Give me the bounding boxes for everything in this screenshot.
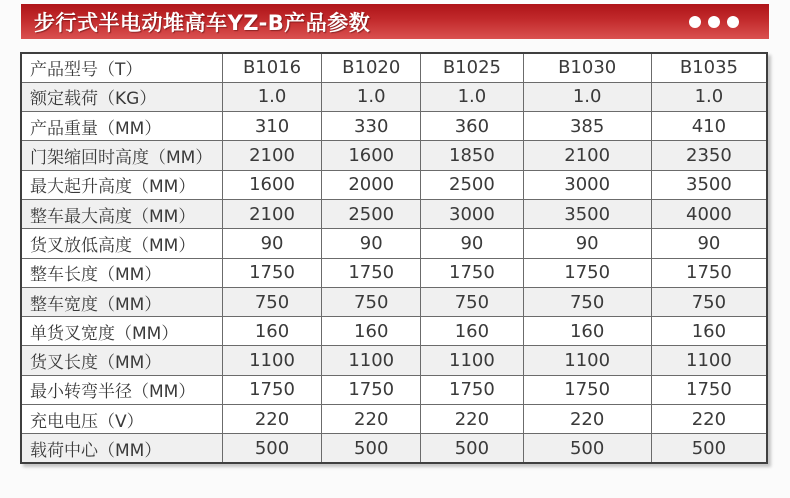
spec-value: 1750 <box>322 375 421 404</box>
spec-value: 2100 <box>222 199 321 228</box>
spec-value: 3500 <box>651 170 767 199</box>
spec-value: 330 <box>322 112 421 141</box>
spec-value: 2500 <box>421 170 523 199</box>
spec-value: 2350 <box>651 141 767 170</box>
dot-icon <box>727 16 739 28</box>
model-name: B1030 <box>523 53 651 82</box>
spec-value: 1.0 <box>222 82 321 111</box>
spec-label: 产品型号（T） <box>21 53 222 82</box>
dot-icon <box>689 16 701 28</box>
spec-label: 载荷中心（MM） <box>21 434 222 463</box>
table-row <box>21 199 767 228</box>
spec-value: 160 <box>523 317 651 346</box>
spec-value: 750 <box>322 287 421 316</box>
dot-icon <box>708 16 720 28</box>
model-name: B1035 <box>651 53 767 82</box>
spec-label: 单货叉宽度（MM） <box>21 317 222 346</box>
table-row <box>21 317 767 346</box>
spec-value: 1750 <box>222 375 321 404</box>
table-row <box>21 170 767 199</box>
spec-value: 500 <box>421 434 523 463</box>
spec-value: 500 <box>523 434 651 463</box>
spec-value: 410 <box>651 112 767 141</box>
table-row <box>21 346 767 375</box>
spec-label: 货叉长度（MM） <box>21 346 222 375</box>
spec-value: 1750 <box>421 258 523 287</box>
three-dots-icon <box>689 16 739 28</box>
spec-value: 3000 <box>523 170 651 199</box>
spec-value: 4000 <box>651 199 767 228</box>
spec-table-body <box>21 53 767 463</box>
table-row <box>21 229 767 258</box>
spec-value: 1100 <box>651 346 767 375</box>
model-name: B1025 <box>421 53 523 82</box>
table-row <box>21 375 767 404</box>
spec-value: 750 <box>523 287 651 316</box>
spec-value: 1750 <box>322 258 421 287</box>
spec-value: 1.0 <box>322 82 421 111</box>
table-header-row <box>21 53 767 82</box>
spec-value: 220 <box>421 405 523 434</box>
spec-value: 1.0 <box>421 82 523 111</box>
spec-value: 90 <box>421 229 523 258</box>
spec-value: 1750 <box>523 258 651 287</box>
spec-value: 1600 <box>322 141 421 170</box>
spec-value: 1750 <box>421 375 523 404</box>
spec-label: 货叉放低高度（MM） <box>21 229 222 258</box>
spec-value: 1.0 <box>651 82 767 111</box>
spec-value: 385 <box>523 112 651 141</box>
spec-label: 整车宽度（MM） <box>21 287 222 316</box>
spec-value: 90 <box>222 229 321 258</box>
spec-label: 额定载荷（KG） <box>21 82 222 111</box>
spec-value: 1.0 <box>523 82 651 111</box>
spec-value: 1100 <box>421 346 523 375</box>
spec-value: 220 <box>222 405 321 434</box>
spec-label: 产品重量（MM） <box>21 112 222 141</box>
spec-value: 90 <box>322 229 421 258</box>
spec-value: 1850 <box>421 141 523 170</box>
spec-value: 750 <box>421 287 523 316</box>
spec-value: 360 <box>421 112 523 141</box>
spec-value: 90 <box>523 229 651 258</box>
spec-value: 1750 <box>523 375 651 404</box>
spec-label: 整车最大高度（MM） <box>21 199 222 228</box>
spec-value: 500 <box>651 434 767 463</box>
spec-value: 500 <box>222 434 321 463</box>
spec-value: 1750 <box>651 258 767 287</box>
model-name: B1020 <box>322 53 421 82</box>
spec-value: 160 <box>651 317 767 346</box>
table-row <box>21 82 767 111</box>
spec-value: 1600 <box>222 170 321 199</box>
spec-value: 220 <box>523 405 651 434</box>
spec-value: 750 <box>651 287 767 316</box>
spec-label: 门架缩回时高度（MM） <box>21 141 222 170</box>
spec-label: 最小转弯半径（MM） <box>21 375 222 404</box>
spec-value: 3000 <box>421 199 523 228</box>
spec-label: 充电电压（V） <box>21 405 222 434</box>
spec-value: 1750 <box>222 258 321 287</box>
spec-value: 90 <box>651 229 767 258</box>
page-title: 步行式半电动堆高车YZ-B产品参数 <box>34 10 371 35</box>
spec-value: 160 <box>222 317 321 346</box>
spec-label: 最大起升高度（MM） <box>21 170 222 199</box>
title-bar <box>21 4 769 39</box>
table-row <box>21 434 767 463</box>
spec-value: 2100 <box>222 141 321 170</box>
spec-value: 2500 <box>322 199 421 228</box>
spec-value: 3500 <box>523 199 651 228</box>
spec-value: 220 <box>322 405 421 434</box>
table-row <box>21 258 767 287</box>
spec-value: 220 <box>651 405 767 434</box>
table-row <box>21 287 767 316</box>
model-name: B1016 <box>222 53 321 82</box>
spec-value: 160 <box>421 317 523 346</box>
spec-value: 2000 <box>322 170 421 199</box>
table-row <box>21 141 767 170</box>
spec-value: 1100 <box>523 346 651 375</box>
spec-value: 1100 <box>222 346 321 375</box>
spec-table <box>20 52 768 464</box>
spec-value: 160 <box>322 317 421 346</box>
spec-value: 1750 <box>651 375 767 404</box>
spec-value: 310 <box>222 112 321 141</box>
spec-label: 整车长度（MM） <box>21 258 222 287</box>
table-row <box>21 405 767 434</box>
spec-value: 2100 <box>523 141 651 170</box>
spec-value: 1100 <box>322 346 421 375</box>
spec-value: 500 <box>322 434 421 463</box>
table-row <box>21 112 767 141</box>
spec-value: 750 <box>222 287 321 316</box>
